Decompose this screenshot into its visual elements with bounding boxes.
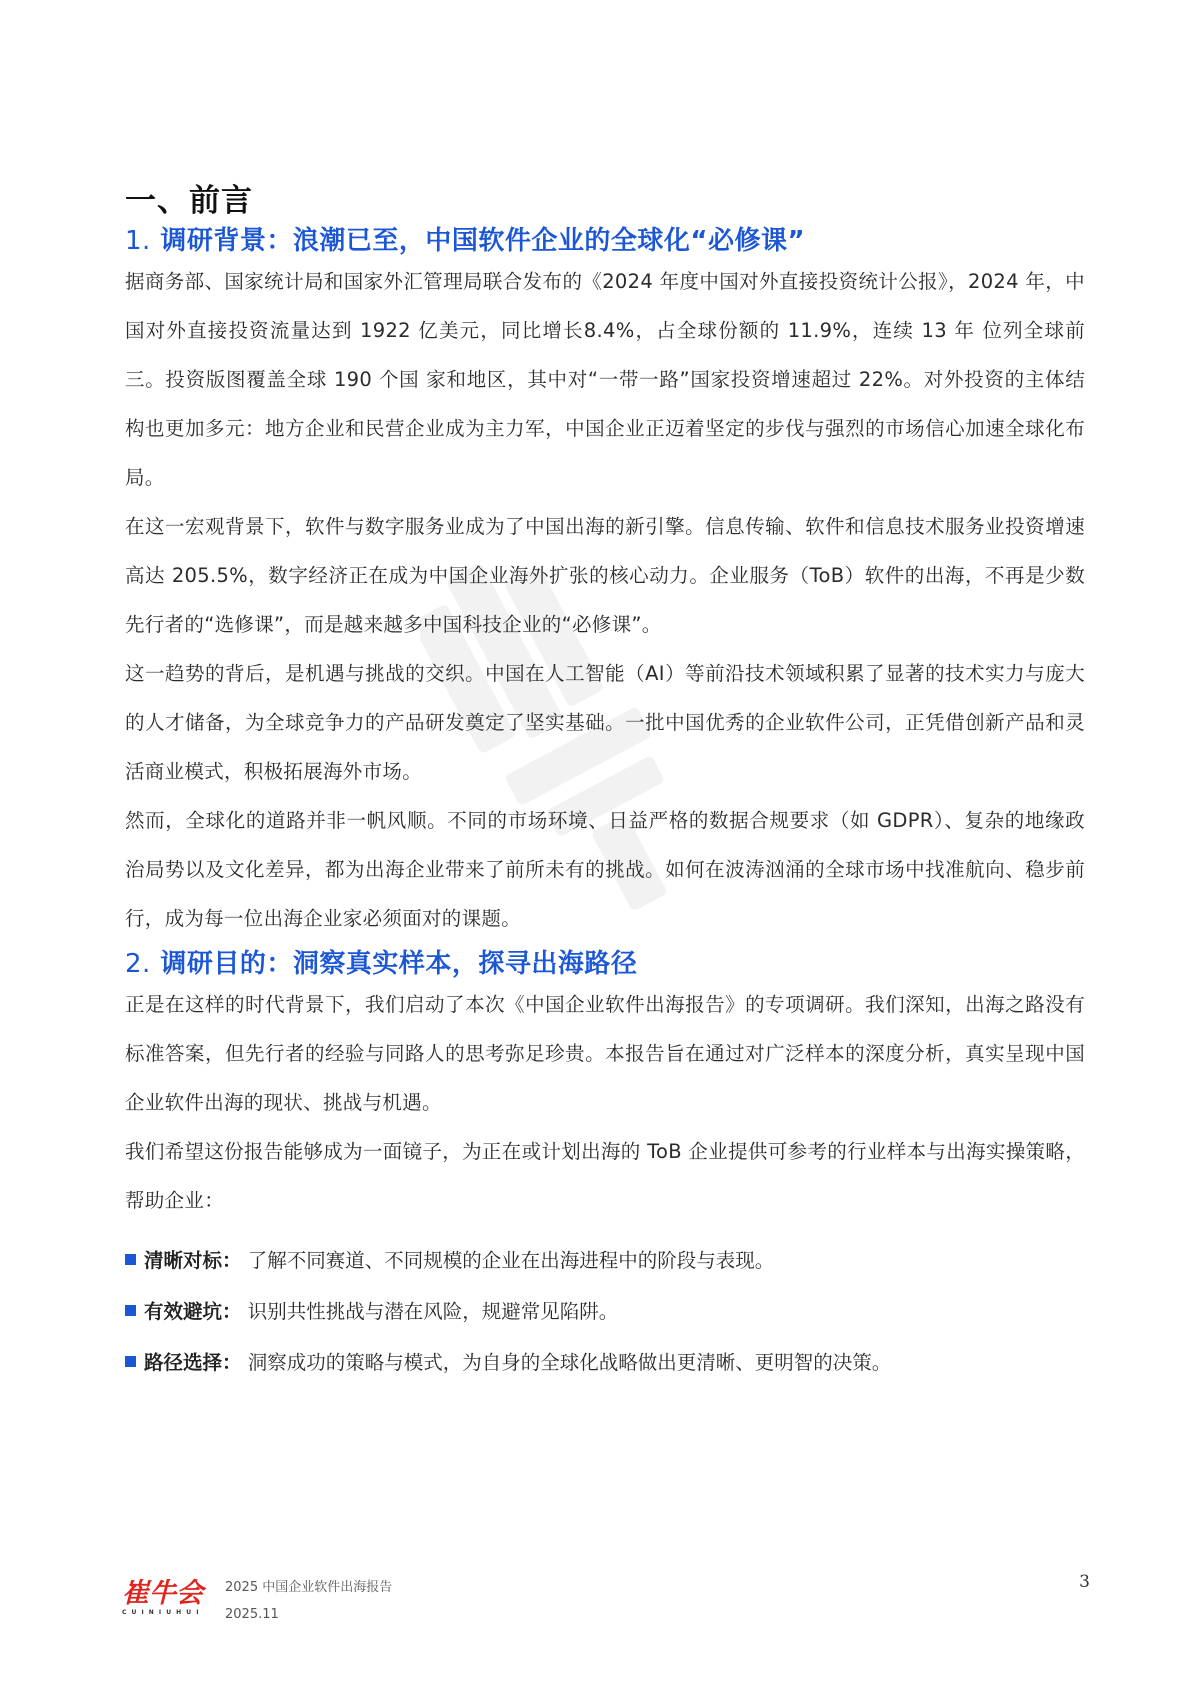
- svg-text:崔牛会: 崔牛会: [122, 1578, 203, 1609]
- subsection-2-number: 2.: [125, 949, 151, 979]
- paragraph: 然而，全球化的道路并非一帆风顺。不同的市场环境、日益严格的数据合规要求（如 GDPR）、复杂的地缘政治局势以及文化差异，都为出海企业带来了前所未有的挑战。如何在波涛汹涌的全球市场中找准航向、稳步前行，成为每一位出海企业家必须面对的课题。: [125, 809, 1085, 930]
- paragraph: 我们希望这份报告能够成为一面镜子，为正在或计划出海的 ToB 企业提供可参考的行业样本与出海实操策略，帮助企业：: [125, 1140, 1085, 1212]
- bullet-key: 路径选择：: [144, 1351, 242, 1374]
- page-footer: [120, 1572, 1090, 1632]
- section-title: 一、前言: [125, 183, 253, 219]
- paragraph: 据商务部、国家统计局和国家外汇管理局联合发布的《2024 年度中国对外直接投资统计公报》，2024 年，中国对外直接投资流量达到 1922 亿美元，同比增长8.4%，占全球份额的 11.9%，连续 13 年 位列全球前三。投资版图覆盖全球 190 个国 家和地区，其中对“一带一路”国家投资增速超过 22%。对外投资的主体结构也更加多元：地方企业和民营企业成为主力军，中国企业正迈着坚定的步伐与强烈的市场信心加速全球化布局。: [125, 270, 1085, 489]
- report-name: 2025 中国企业软件出海报告: [225, 1580, 393, 1595]
- subsection-2-title: [125, 943, 1085, 980]
- footer-info: [225, 1574, 392, 1628]
- square-bullet-icon: [125, 1254, 136, 1265]
- square-bullet-icon: [125, 1305, 136, 1316]
- bullet-text: 识别共性挑战与潜在风险，规避常见陷阱。: [247, 1300, 619, 1323]
- bullet-text: 洞察成功的策略与模式，为自身的全球化战略做出更清晰、更明智的决策。: [247, 1351, 892, 1374]
- list-item: [125, 1235, 1085, 1286]
- svg-text:C U I N I U H U I: C U I N I U H U I: [122, 1609, 200, 1616]
- cuiniuhui-logo-icon: [120, 1572, 210, 1616]
- bullet-key: 清晰对标：: [144, 1249, 242, 1272]
- paragraph: 正是在这样的时代背景下，我们启动了本次《中国企业软件出海报告》的专项调研。我们深知，出海之路没有标准答案，但先行者的经验与同路人的思考弥足珍贵。本报告旨在通过对广泛样本的深度分析，真实呈现中国企业软件出海的现状、挑战与机遇。: [125, 993, 1085, 1114]
- subsection-2-heading: 调研目的：洞察真实样本，探寻出海路径: [160, 949, 638, 979]
- list-item: [125, 1286, 1085, 1337]
- main-content: [125, 175, 1085, 1388]
- page-number: 3: [1079, 1572, 1090, 1592]
- subsection-1-heading: 调研背景：浪潮已至，中国软件企业的全球化“必修课”: [160, 226, 806, 256]
- bullet-list: [125, 1235, 1085, 1388]
- bullet-key: 有效避坑：: [144, 1300, 242, 1323]
- bullet-text: 了解不同赛道、不同规模的企业在出海进程中的阶段与表现。: [247, 1249, 775, 1272]
- subsection-1-number: 1.: [125, 226, 151, 256]
- square-bullet-icon: [125, 1356, 136, 1367]
- subsection-1-title: [125, 220, 1085, 257]
- paragraph: 这一趋势的背后，是机遇与挑战的交织。中国在人工智能（AI）等前沿技术领域积累了显著的技术实力与庞大的人才储备，为全球竞争力的产品研发奠定了坚实基础。一批中国优秀的企业软件公司，正凭借创新产品和灵活商业模式，积极拓展海外市场。: [125, 662, 1085, 783]
- list-item: [125, 1337, 1085, 1388]
- paragraph: 在这一宏观背景下，软件与数字服务业成为了中国出海的新引擎。信息传输、软件和信息技术服务业投资增速高达 205.5%，数字经济正在成为中国企业海外扩张的核心动力。企业服务（ToB）软件的出海，不再是少数先行者的“选修课”，而是越来越多中国科技企业的“必修课”。: [125, 515, 1085, 636]
- report-date: 2025.11: [225, 1607, 279, 1622]
